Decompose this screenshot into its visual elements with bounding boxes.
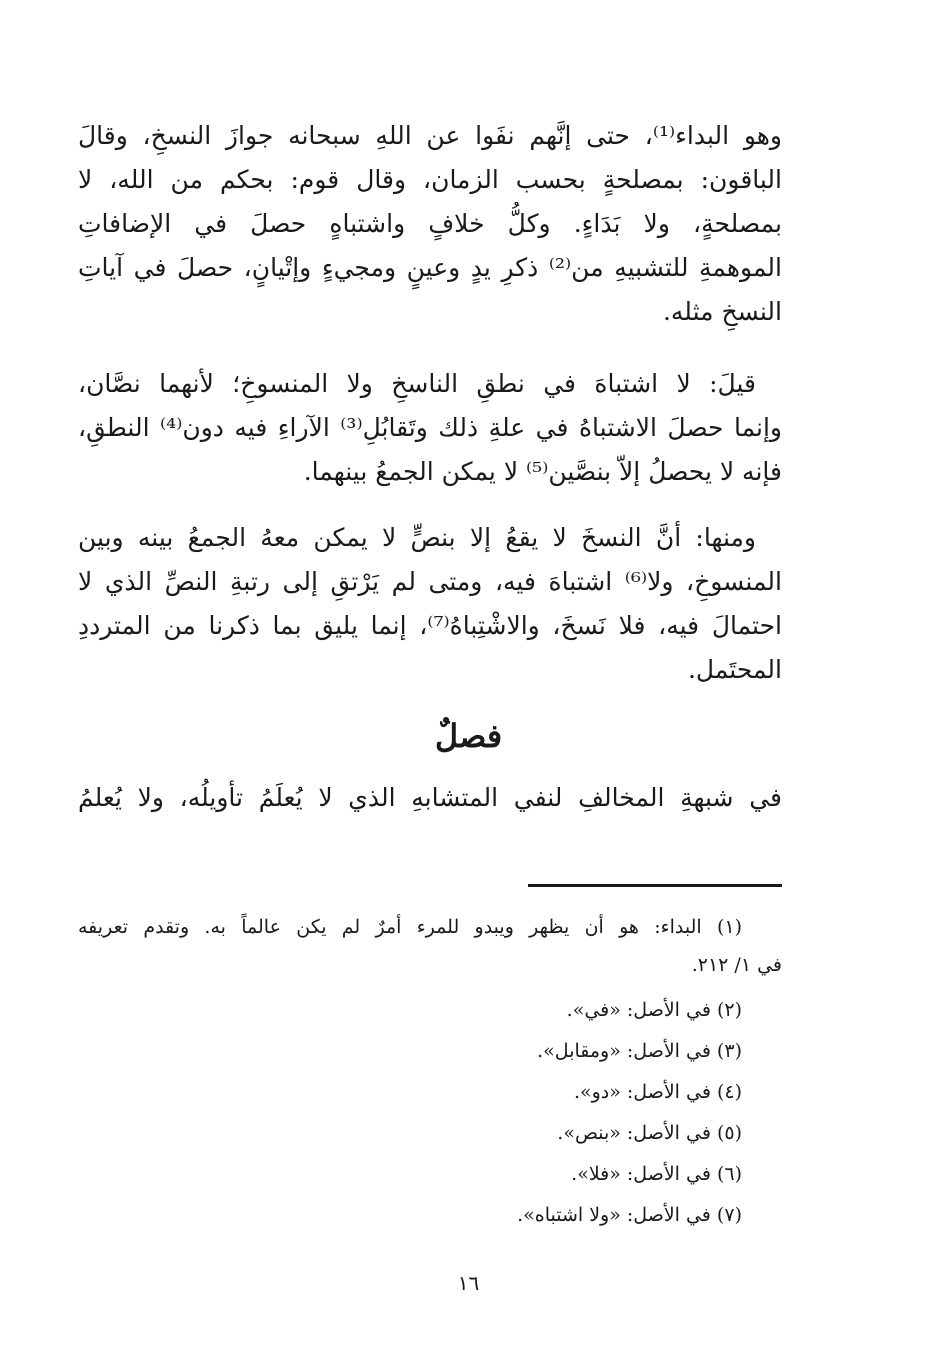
paragraph-3 <box>78 516 782 692</box>
text-line: وإنما حصلَ الاشتباهُ في علةِ ذلك وتَقابُلِ⁽³⁾ الآراءِ فيه دون⁽⁴⁾ النطقِ، <box>78 413 782 442</box>
footnote-line: (٢) في الأصل: «في». <box>566 999 742 1021</box>
footnote-line: (٥) في الأصل: «بنص». <box>557 1122 742 1144</box>
paragraph-1 <box>78 114 782 334</box>
text-line: في شبهةِ المخالفِ لنفي المتشابهِ الذي لا يُعلَمُ تأويلُه، ولا يُعلمُ <box>78 783 782 812</box>
text-line: قيلَ: لا اشتباهَ في نطقِ الناسخِ ولا المنسوخِ؛ لأنهما نصَّان، <box>78 369 756 398</box>
footnote-line: (٣) في الأصل: «ومقابل». <box>537 1040 742 1062</box>
paragraph-2 <box>78 362 782 494</box>
text-line: فإنه لا يحصلُ إلاّ بنصَّين⁽⁵⁾ لا يمكن الجمعُ بينهما. <box>303 457 782 486</box>
paragraph-4 <box>78 776 782 820</box>
footnote-1 <box>78 908 782 984</box>
text-line: الباقون: بمصلحةٍ بحسب الزمان، وقال قوم: بحكم من الله، لا <box>78 165 782 194</box>
text-line: وهو البداء⁽¹⁾، حتى إنَّهم نفَوا عن اللهِ سبحانه جوازَ النسخِ، وقالَ <box>78 121 782 150</box>
footnote-line: (٤) في الأصل: «دو». <box>573 1081 742 1103</box>
text-line: المنسوخِ، ولا⁽⁶⁾ اشتباهَ فيه، ومتى لم يَرْتقِ إلى رتبةِ النصِّ الذي لا <box>78 567 782 596</box>
text-line: المحتَمل. <box>687 655 782 684</box>
footnote-separator <box>528 884 782 887</box>
footnotes-list <box>78 990 742 1236</box>
text-line: بمصلحةٍ، ولا بَدَاءٍ. وكلُّ خلافٍ واشتباهٍ حصلَ في الإضافاتِ <box>78 209 782 238</box>
text-line: الموهمةِ للتشبيهِ من⁽²⁾ ذكرِ يدٍ وعينٍ ومجيءٍ وإتْيانٍ، حصلَ في آياتِ <box>78 253 782 282</box>
footnote-line: (٧) في الأصل: «ولا اشتباه». <box>517 1204 742 1226</box>
footnote-line: (٦) في الأصل: «فلا». <box>571 1163 742 1185</box>
footnote-line: (١) البداء: هو أن يظهر ويبدو للمرء أمرٌ لم يكن عالماً به. وتقدم تعريفه <box>78 916 742 938</box>
section-heading: فصلٌ <box>434 717 503 755</box>
footnote-line: في ١/ ٢١٢. <box>691 954 782 976</box>
text-line: ومنها: أنَّ النسخَ لا يقعُ إلا بنصٍّ لا يمكن معهُ الجمعُ بينه وبين <box>78 523 756 552</box>
text-line: النسخِ مثله. <box>662 297 782 326</box>
page-number: ١٦ <box>457 1271 480 1295</box>
text-line: احتمالَ فيه، فلا نَسخَ، والاشْتِباهُ⁽⁷⁾، إنما يليق بما ذكرنا من المترددِ <box>78 611 782 640</box>
